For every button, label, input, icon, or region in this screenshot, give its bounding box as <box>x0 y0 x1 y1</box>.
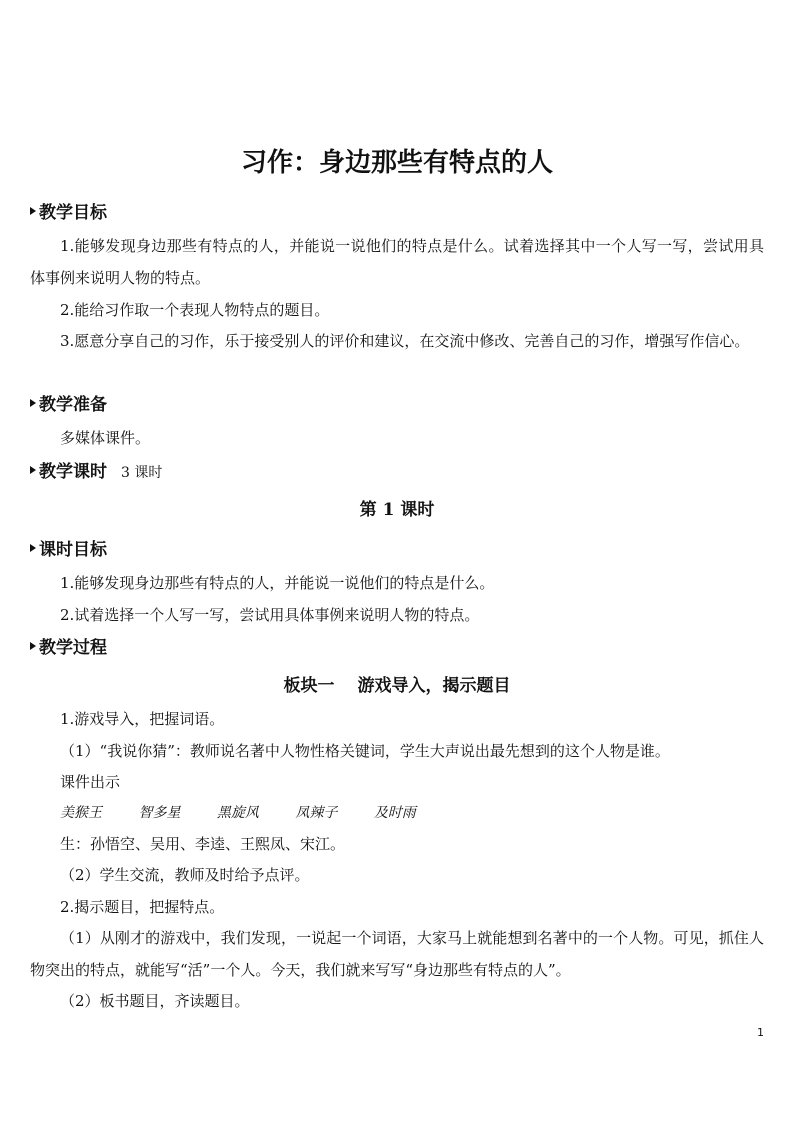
block-heading: 板块一 游戏导入，揭示题目 <box>283 676 511 696</box>
body-paragraph: （1）从刚才的游戏中，我们发现，一说起一个词语，大家马上就能想到名著中的一个人物。可见，抓住人物突出的特点，就能写“活”一个人。今天，我们就来写写“身边那些有特点的人”。 <box>30 929 764 979</box>
triangle-bullet-icon <box>30 544 36 552</box>
section-heading-prep: 教学准备 <box>30 391 107 419</box>
section-heading-hours: 教学课时 3 课时 <box>30 458 162 486</box>
triangle-bullet-icon <box>30 207 36 215</box>
body-line: （2）板书题目，齐读题目。 <box>60 992 250 1010</box>
lesson-goal-item-2: 2.试着选择一个人写一写，尝试用具体事例来说明人物的特点。 <box>60 606 480 624</box>
body-line: 1.游戏导入，把握词语。 <box>60 710 225 728</box>
triangle-bullet-icon <box>30 466 36 474</box>
body-line: 课件出示 <box>60 773 121 791</box>
nickname: 及时雨 <box>373 805 416 821</box>
body-line: （2）学生交流，教师及时给予点评。 <box>60 866 310 884</box>
lesson-goal-item-1: 1.能够发现身边那些有特点的人，并能说一说他们的特点是什么。 <box>60 574 495 592</box>
nickname: 美猴王 <box>60 805 102 821</box>
page-title: 习作：身边那些有特点的人 <box>240 148 553 178</box>
nickname: 智多星 <box>138 805 181 821</box>
section-heading-lesson-goals: 课时目标 <box>30 536 107 564</box>
section-heading-process: 教学过程 <box>30 634 107 662</box>
hours-value: 3 课时 <box>121 465 163 481</box>
goal-item-3: 3.愿意分享自己的习作，乐于接受别人的评价和建议，在交流中修改、完善自己的习作，增强写作信心。 <box>60 332 750 350</box>
body-line: 生：孙悟空、吴用、李逵、王熙凤、宋江。 <box>60 835 346 853</box>
nickname-list <box>60 797 448 829</box>
prep-text: 多媒体课件。 <box>60 429 151 447</box>
goal-item-1: 1.能够发现身边那些有特点的人，并能说一说他们的特点是什么。试着选择其中一个人写一写，尝试用具体事例来说明人物的特点。 <box>30 237 764 287</box>
triangle-bullet-icon <box>30 399 36 407</box>
lesson-heading: 第 1 课时 <box>359 500 435 520</box>
goal-item-2: 2.能给习作取一个表现人物特点的题目。 <box>60 301 330 319</box>
triangle-bullet-icon <box>30 642 36 650</box>
body-line: 2.揭示题目，把握特点。 <box>60 898 225 916</box>
section-heading-goals: 教学目标 <box>30 199 107 227</box>
nickname: 凤辣子 <box>295 805 338 821</box>
nickname: 黑旋风 <box>216 805 259 821</box>
page-number: 1 <box>757 1026 764 1039</box>
body-line: （1）“我说你猜”：教师说名著中人物性格关键词，学生大声说出最先想到的这个人物是谁。 <box>60 742 670 760</box>
